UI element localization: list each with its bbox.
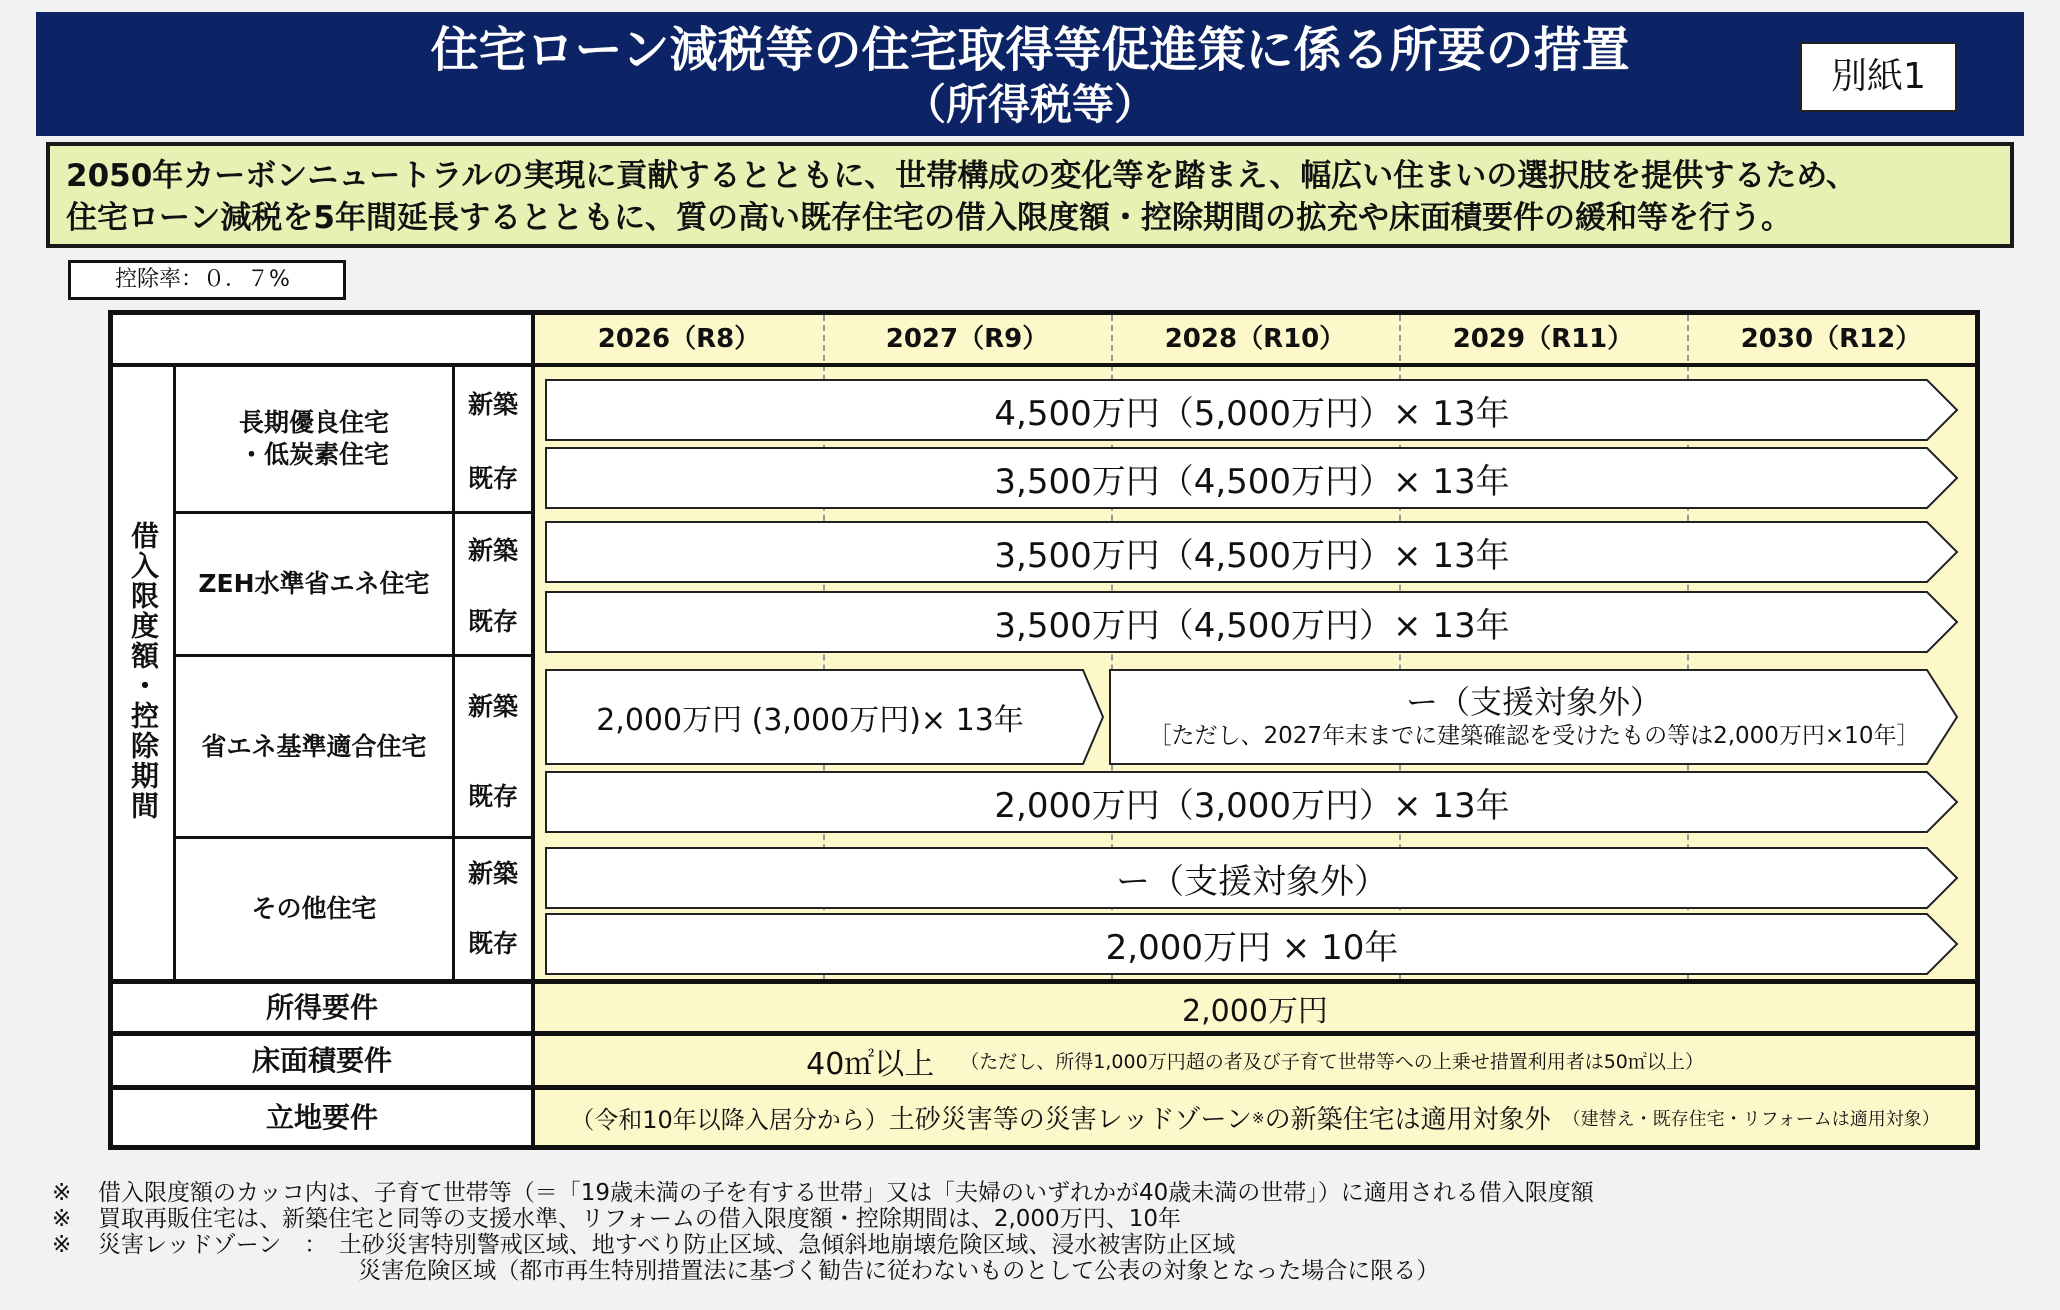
new-build-label: 新築	[467, 536, 518, 565]
req-main: 土砂災害等の災害レッドゾーン	[888, 1105, 1253, 1135]
existing-label: 既存	[467, 782, 518, 811]
year-header-2027: 2027（R9）	[823, 315, 1111, 363]
note-text: 災害危険区域（都市再生特別措置法に基づく勧告に従わないものとして公表の対象となった場合に限る）	[98, 1258, 1440, 1284]
note-text: 災害レッドゾーン ： 土砂災害特別警戒区域、地すべり防止区域、急傾斜地崩壊危険区域、浸水被害防止区域	[98, 1232, 1236, 1258]
req-prefix: （令和10年以降入居分から）	[570, 1106, 889, 1134]
category-zeh: ZEH水準省エネ住宅	[198, 569, 430, 598]
arrow-text: ー（支援対象外）	[1116, 861, 1388, 902]
req-main: 40㎡以上	[806, 1046, 935, 1082]
req-main-2: の新築住宅は適用対象外	[1264, 1105, 1551, 1135]
year-header-2029: 2029（R11）	[1399, 315, 1687, 363]
category-other: その他住宅	[251, 894, 377, 923]
footnote	[52, 1258, 2012, 1284]
note-mark	[52, 1258, 98, 1284]
new-build-label: 新築	[467, 692, 518, 721]
req-note: （ただし、所得1,000万円超の者及び子育て世帯等への上乗せ措置利用者は50㎡以上）	[960, 1051, 1704, 1073]
requirement-value-income: 2,000万円	[1182, 993, 1328, 1029]
category-label: ・低炭素住宅	[238, 440, 389, 469]
arrow-text: 4,500万円（5,000万円）× 13年	[994, 393, 1510, 434]
side-label-text: 借入限度額・控除期間	[127, 521, 160, 821]
existing-label: 既存	[467, 929, 518, 958]
note-text: 借入限度額のカッコ内は、子育て世帯等（＝「19歳未満の子を有する世帯」又は「夫婦のいずれかが40歳未満の世帯」）に適用される借入限度額	[98, 1180, 1594, 1206]
footnote	[52, 1232, 2012, 1258]
arrow-other-new	[545, 847, 1959, 909]
arrow-standard-new-after	[1109, 669, 1959, 765]
requirement-label-income: 所得要件	[265, 990, 378, 1024]
arrow-zeh-existing	[545, 591, 1959, 653]
footnote	[52, 1206, 2012, 1232]
summary-line-2: 住宅ローン減税を5年間延長するとともに、質の高い既存住宅の借入限度額・控除期間の拡充や床面積要件の緩和等を行う。	[66, 200, 1792, 236]
year-header-2026: 2026（R8）	[535, 315, 823, 363]
page-title: 住宅ローン減税等の住宅取得等促進策に係る所要の措置	[430, 22, 1630, 78]
arrow-text-block	[1109, 669, 1959, 765]
arrow-text: 2,000万円（3,000万円）× 13年	[994, 785, 1510, 826]
req-sup: ※	[1252, 1108, 1265, 1127]
arrow-long-existing	[545, 447, 1959, 509]
footnotes	[52, 1180, 2012, 1284]
arrow-zeh-new	[545, 521, 1959, 583]
side-label	[117, 521, 169, 828]
requirement-label-location: 立地要件	[265, 1100, 378, 1134]
requirement-label-floor: 床面積要件	[251, 1043, 392, 1077]
requirement-value-location	[535, 1090, 1975, 1145]
category-standard: 省エネ基準適合住宅	[201, 731, 427, 761]
new-build-label: 新築	[467, 390, 518, 419]
year-header-2030: 2030（R12）	[1687, 315, 1975, 363]
arrow-standard-existing	[545, 771, 1959, 833]
arrow-other-existing	[545, 913, 1959, 975]
arrow-text: 3,500万円（4,500万円）× 13年	[994, 535, 1510, 576]
footnote	[52, 1180, 2012, 1206]
note-mark: ※	[52, 1180, 72, 1206]
year-header-2028: 2028（R10）	[1111, 315, 1399, 363]
arrow-text: 3,500万円（4,500万円）× 13年	[994, 461, 1510, 502]
category-long-term	[176, 367, 452, 511]
category-label: 長期優良住宅	[238, 408, 389, 437]
note-mark: ※	[52, 1232, 72, 1258]
measures-table	[108, 310, 1980, 1150]
arrow-text: ー（支援対象外）	[1405, 683, 1662, 721]
arrow-text: 2,000万円 × 10年	[1105, 927, 1399, 968]
arrow-note: ［ただし、2027年末までに建築確認を受けたもの等は2,000万円×10年］	[1148, 723, 1920, 749]
note-mark: ※	[52, 1206, 72, 1232]
new-build-label: 新築	[467, 859, 518, 888]
attachment-badge: 別紙1	[1800, 42, 1957, 112]
page-subtitle: （所得税等）	[903, 80, 1156, 129]
arrow-standard-new-2026-2027	[545, 669, 1105, 765]
existing-label: 既存	[467, 464, 518, 493]
summary-box	[46, 142, 2014, 248]
existing-label: 既存	[467, 607, 518, 636]
summary-line-1: 2050年カーボンニュートラルの実現に貢献するとともに、世帯構成の変化等を踏まえ、幅広い住まいの選択肢を提供するため、	[66, 158, 1857, 194]
arrow-long-new	[545, 379, 1959, 441]
arrow-text: 3,500万円（4,500万円）× 13年	[994, 605, 1510, 646]
deduction-rate-box: 控除率：０．７%	[68, 260, 346, 300]
arrow-text: 2,000万円 (3,000万円)× 13年	[596, 703, 1024, 738]
req-note: （建替え・既存住宅・リフォームは適用対象）	[1562, 1108, 1940, 1130]
note-text: 買取再販住宅は、新築住宅と同等の支援水準、リフォームの借入限度額・控除期間は、2,000万円、10年	[98, 1206, 1181, 1232]
requirement-value-floor	[535, 1036, 1975, 1085]
